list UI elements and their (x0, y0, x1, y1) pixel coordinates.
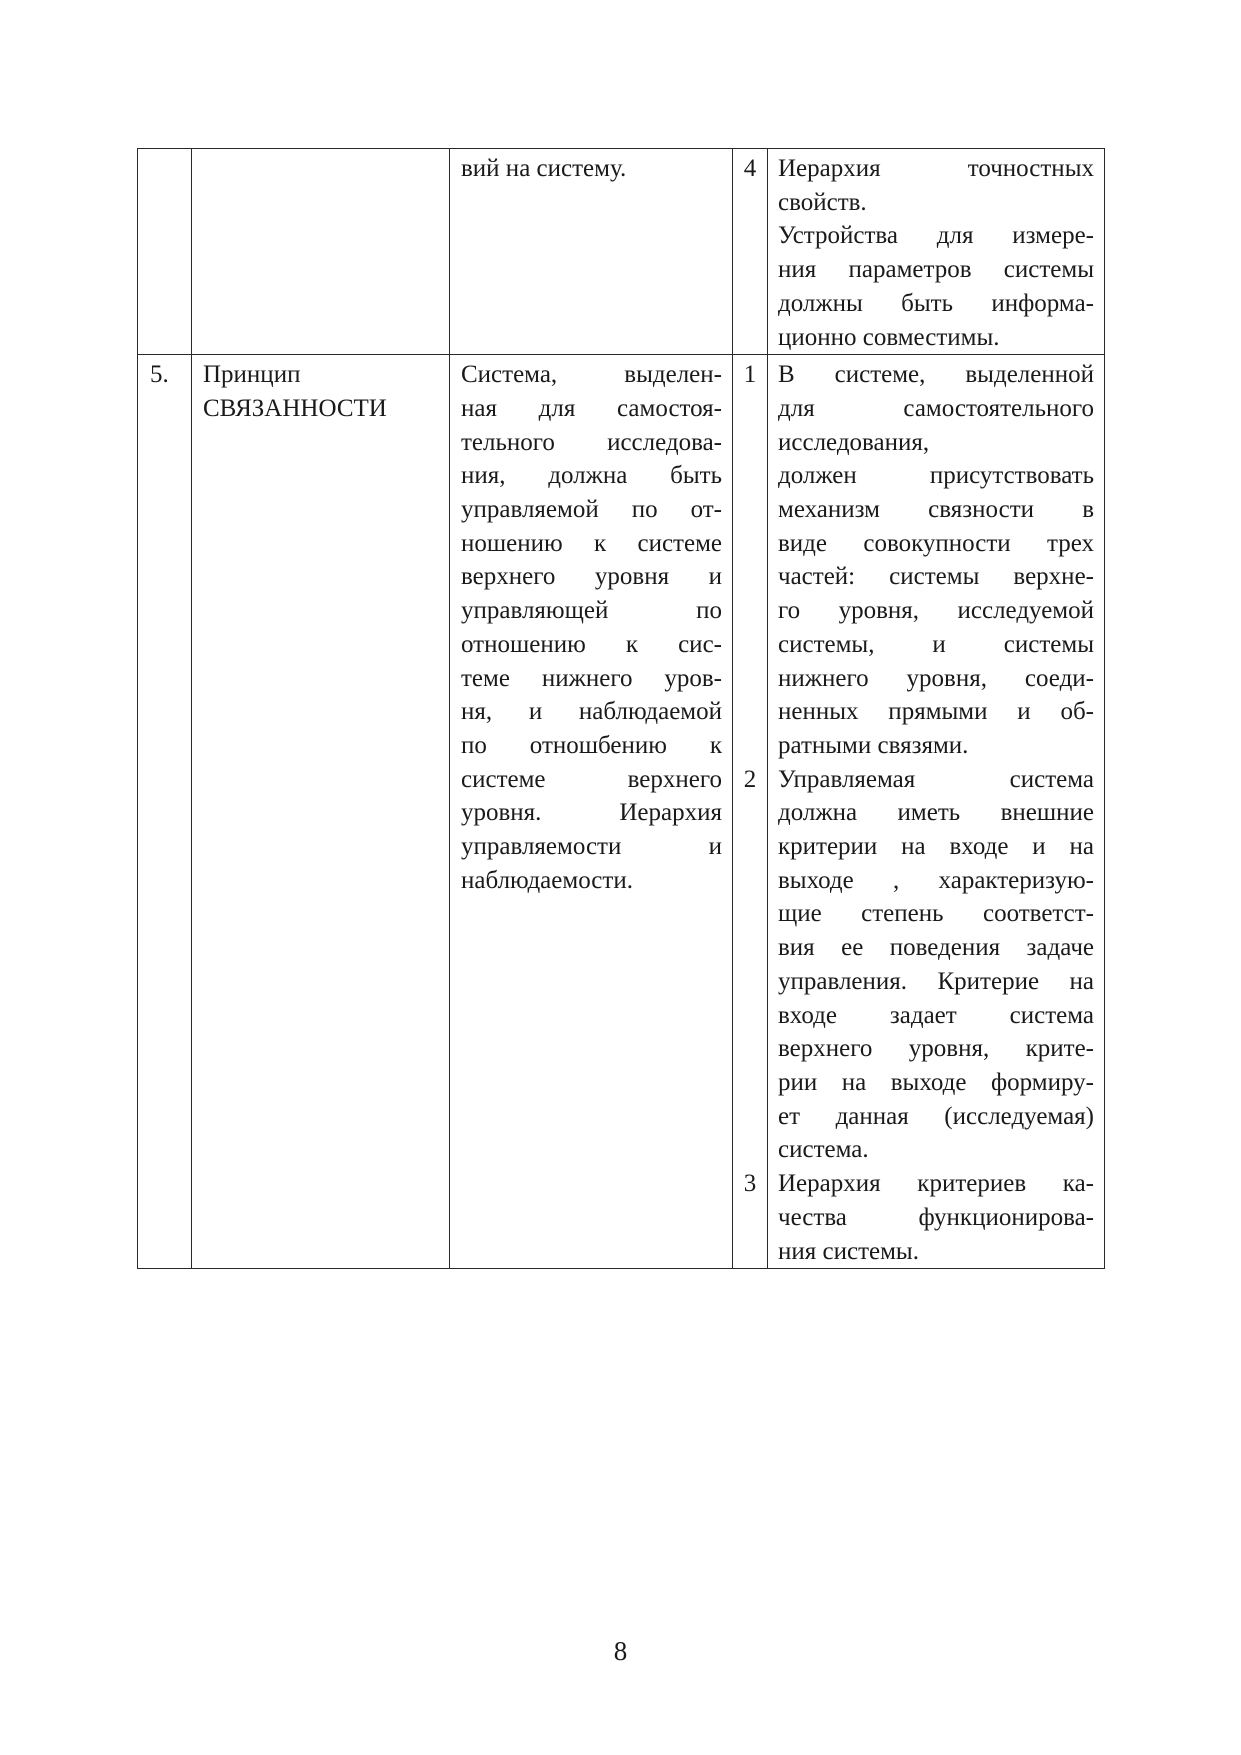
criterion-line: исследования, (778, 428, 930, 456)
principle-name-line: Принцип (203, 361, 301, 389)
criterion-line: выходе , характеризую- (778, 866, 1094, 894)
principle-name-cell (192, 149, 450, 355)
criterion-line: механизм связности в (778, 496, 1094, 524)
criterion-line: щие степень соответст- (778, 900, 1094, 928)
criterion-line: системы, и системы (778, 630, 1094, 658)
criterion-line: ния системы. (778, 1237, 919, 1265)
criterion-line: для самостоятельного (778, 394, 1094, 422)
criterion-line: Управляемая система (778, 765, 1094, 793)
criterion-index-cell (733, 355, 768, 1269)
criterion-line: ратными связями. (778, 731, 969, 759)
criterion-index-cell (733, 149, 768, 355)
row-number: 5. (150, 361, 169, 389)
criterion-line: ционно совместимы. (778, 323, 1000, 351)
principles-table (137, 148, 1105, 1269)
principle-name-cell (192, 355, 450, 1269)
criterion-text-cell (768, 149, 1105, 355)
description-line: Система, выделен- (461, 361, 722, 389)
criterion-item (778, 152, 1094, 354)
criterion-index: 1 (743, 361, 757, 389)
criterion-line: ненных прямыми и об- (778, 698, 1094, 726)
criterion-line: ет данная (исследуемая) (778, 1102, 1094, 1130)
criterion-line: частей: системы верхне- (778, 563, 1094, 591)
criterion-line: свойств. (778, 188, 867, 216)
description-line: ния, должна быть (461, 462, 722, 490)
row-number-cell (138, 149, 192, 355)
principle-description-cell (450, 355, 733, 1269)
criterion-line: верхнего уровня, крите- (778, 1035, 1094, 1063)
criterion-line: Устройства для измере- (778, 222, 1094, 250)
criterion-line: го уровня, исследуемой (778, 597, 1094, 625)
criterion-line: нижнего уровня, соеди- (778, 664, 1094, 692)
criterion-line: Иерархия точностных (778, 155, 1094, 182)
description-line: ношению к системе (461, 529, 722, 557)
description-line: наблюдаемости. (461, 866, 633, 894)
description-line: вий на систему. (461, 155, 627, 182)
description-line: ня, и наблюдаемой (461, 698, 722, 726)
criterion-line: критерии на входе и на (778, 833, 1094, 861)
criterion-line: В системе, выделенной (778, 361, 1094, 389)
description-line: системе верхнего (461, 765, 722, 793)
criterion-line: чества функционирова- (778, 1203, 1094, 1231)
row-number-cell (138, 355, 192, 1269)
description-line: отношению к сис- (461, 630, 722, 658)
criterion-line: рии на выходе формиру- (778, 1068, 1094, 1096)
description-line: по отношбению к (461, 731, 722, 759)
description-line: управляемой по от- (461, 496, 722, 524)
criterion-line: должна иметь внешние (778, 799, 1094, 827)
criterion-line: управления. Критерие на (778, 967, 1094, 995)
criterion-line: ния параметров системы (778, 256, 1094, 284)
principle-description-cell (450, 149, 733, 355)
criterion-line: виде совокупности трех (778, 529, 1094, 557)
description-line: уровня. Иерархия (461, 799, 722, 827)
criterion-item (778, 1167, 1094, 1268)
description-line: верхнего уровня и (461, 563, 722, 591)
criterion-line: должен присутствовать (778, 462, 1094, 490)
page-number: 8 (613, 1636, 628, 1666)
criterion-line: вия ее поведения задаче (778, 934, 1094, 962)
criterion-line: входе задает система (778, 1001, 1094, 1029)
criterion-text-cell (768, 355, 1105, 1269)
description-line: тельного исследова- (461, 428, 722, 456)
criterion-item (778, 358, 1094, 762)
criterion-index: 2 (743, 765, 757, 793)
criterion-line: Иерархия критериев ка- (778, 1170, 1094, 1198)
criterion-index: 3 (743, 1170, 757, 1197)
description-line: управляющей по (461, 597, 722, 625)
description-line: теме нижнего уров- (461, 664, 722, 692)
criterion-item (778, 763, 1094, 1167)
principle-name-line: СВЯЗАННОСТИ (203, 394, 387, 422)
description-line: ная для самостоя- (461, 394, 722, 422)
criterion-index: 4 (743, 155, 757, 182)
table-row-5 (138, 355, 1105, 1269)
table-row-continued (138, 149, 1105, 355)
criterion-line: должны быть информа- (778, 289, 1094, 317)
criterion-line: система. (778, 1136, 869, 1164)
description-line: управляемости и (461, 833, 722, 861)
